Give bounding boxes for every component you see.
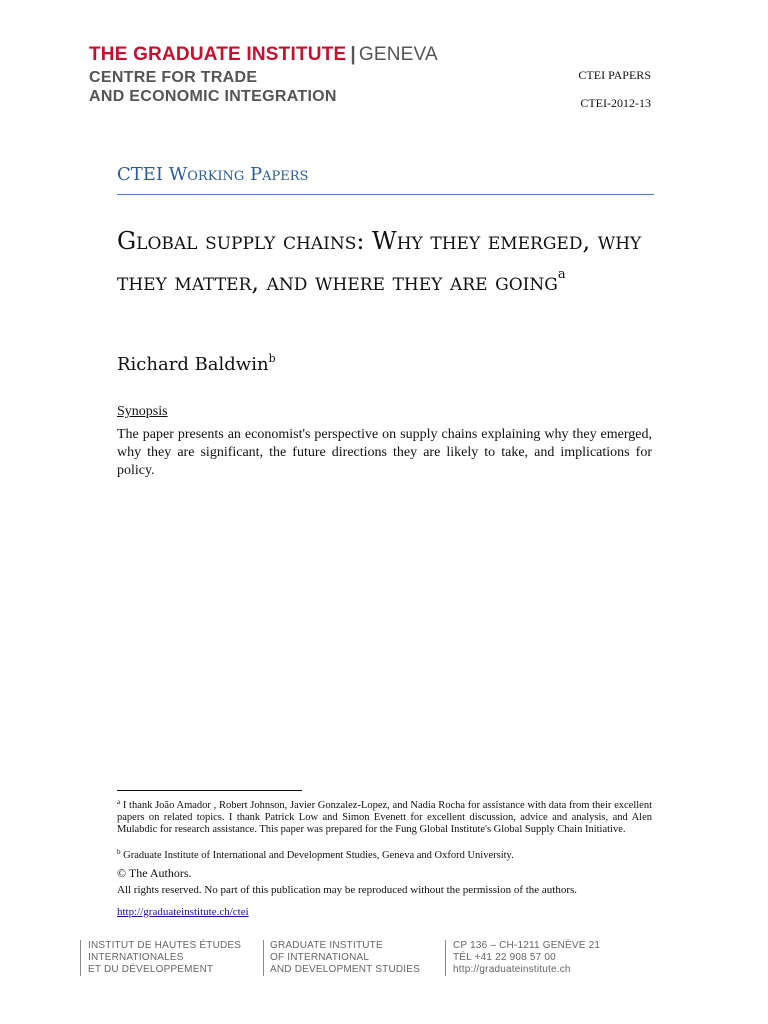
footer-divider: [80, 940, 81, 976]
footnote-b: [117, 846, 652, 862]
footnote-a: [117, 796, 652, 836]
logo-institute-name: THE GRADUATE INSTITUTE: [89, 44, 347, 65]
synopsis-text: The paper presents an economist's perspective on supply chains explaining why they emerged, why they are significant, the future directions they are likely to take, and implications for policy.: [117, 427, 652, 478]
title-footnote-mark: a: [557, 267, 566, 282]
footer-line: TÉL +41 22 908 57 00: [453, 952, 556, 963]
centre-name: [89, 68, 337, 106]
series-title: CTEI Working Papers: [117, 164, 309, 185]
footer-line: INTERNATIONALES: [88, 952, 184, 963]
footer-block-english: [270, 940, 420, 976]
footnote-b-mark: b: [117, 848, 121, 856]
paper-number: CTEI-2012-13: [580, 96, 651, 110]
footer-line: INSTITUT DE HAUTES ÉTUDES: [88, 940, 242, 951]
synopsis-heading: Synopsis: [117, 404, 168, 419]
series-divider: [117, 194, 654, 195]
footnote-b-text: Graduate Institute of International and Development Studies, Geneva and Oxford University.: [120, 850, 514, 861]
footer-divider: [445, 940, 446, 976]
paper-title-text: Global supply chains: Why they emerged, why they matter, and where they are going: [117, 227, 642, 296]
footer-block-french: [88, 940, 241, 976]
centre-name-line2: AND ECONOMIC INTEGRATION: [89, 88, 337, 105]
footer-line: AND DEVELOPMENT STUDIES: [270, 964, 421, 975]
footnote-a-text: I thank João Amador , Robert Johnson, Javier Gonzalez-Lopez, and Nadia Rocha for assistance with data from their excellent papers on related topics. I thank Patrick Low and Simon Evenett for excellent discussion, advice and analysis, and Alen Mulabdic for research assistance. This paper was prepared for the Fung Global Institute's Global Supply Chain Initiative.: [117, 800, 652, 835]
author-footnote-mark: b: [268, 352, 276, 365]
author-name: Richard Baldwin: [117, 354, 269, 375]
rights-notice: All rights reserved. No part of this publication may be reproduced without the permission of the authors.: [117, 884, 578, 896]
footer-line: GRADUATE INSTITUTE: [270, 940, 383, 951]
centre-name-line1: CENTRE FOR TRADE: [89, 69, 258, 86]
footer-block-contact: [453, 940, 600, 976]
footer-line: http://graduateinstitute.ch: [453, 964, 571, 975]
footer-line: CP 136 – CH-1211 GENÈVE 21: [453, 940, 601, 951]
institute-logo: [89, 44, 438, 66]
series-label: CTEI PAPERS: [578, 68, 651, 82]
logo-separator: |: [350, 44, 356, 65]
footnote-a-mark: a: [117, 798, 121, 806]
footer-line: OF INTERNATIONAL: [270, 952, 370, 963]
logo-city: GENEVA: [358, 44, 438, 65]
footer-divider: [263, 940, 264, 976]
footer-line: ET DU DÉVELOPPEMENT: [88, 964, 214, 975]
author: [117, 352, 276, 375]
paper-title: [117, 224, 677, 299]
ctei-link[interactable]: http://graduateinstitute.ch/ctei: [117, 906, 249, 918]
footnote-divider: [117, 790, 302, 791]
copyright-notice: © The Authors.: [117, 866, 192, 880]
